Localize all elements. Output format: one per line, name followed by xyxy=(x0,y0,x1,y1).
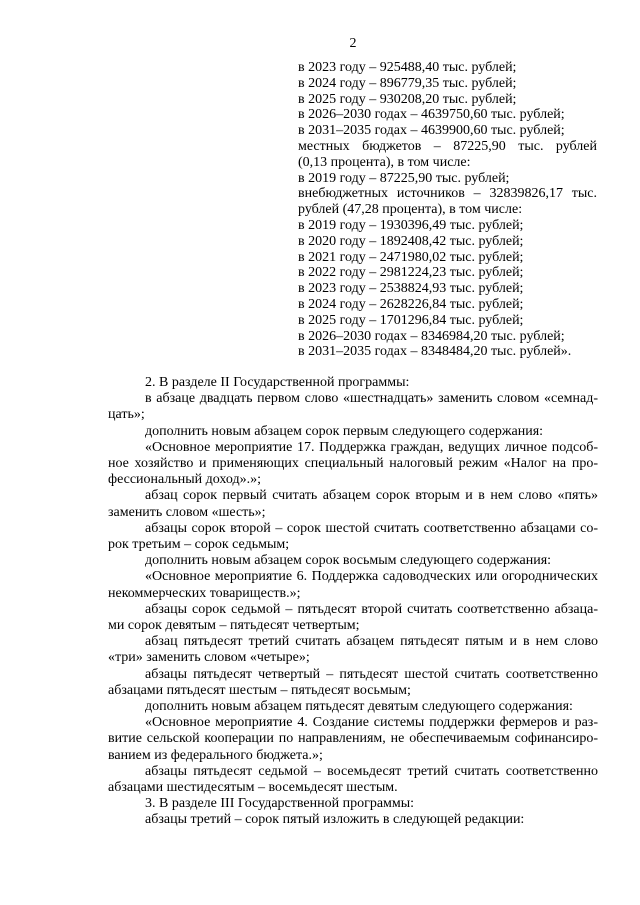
paragraph xyxy=(298,313,597,329)
text-line: (0,13 процента), в том числе: xyxy=(298,154,471,170)
page-number: 2 xyxy=(349,36,357,51)
paragraph xyxy=(108,764,598,796)
text-line: в 2024 году – 2628226,84 тыс. рублей; xyxy=(298,296,524,312)
text-line: в 2023 году – 925488,40 тыс. рублей; xyxy=(298,60,517,75)
text-line: абзацы третий – сорок пятый изложить в следующей редакции: xyxy=(145,812,525,828)
text-line: в 2019 году – 1930396,49 тыс. рублей; xyxy=(298,217,524,233)
text-line: в 2021 году – 2471980,02 тыс. рублей; xyxy=(298,249,524,265)
paragraph xyxy=(298,250,597,266)
paragraph xyxy=(108,553,598,569)
text-line: в 2026–2030 годах – 8346984,20 тыс. рублей; xyxy=(298,328,565,344)
paragraph xyxy=(108,424,598,440)
text-line: цать»; xyxy=(108,407,145,423)
text-line: некоммерческих товариществ.»; xyxy=(108,585,301,601)
text-line: абзацы пятьдесят четвертый – пятьдесят шестой считать соответственно xyxy=(145,666,598,682)
text-line: ми сорок девятым – пятьдесят четвертым; xyxy=(108,618,360,634)
text-line: в 2019 году – 87225,90 тыс. рублей; xyxy=(298,170,510,186)
paragraph xyxy=(298,107,597,123)
text-line: абзац сорок первый считать абзацем сорок вторым и в нем слово «пять» xyxy=(145,488,598,504)
paragraph xyxy=(298,218,597,234)
paragraph xyxy=(108,602,598,634)
text-line: абзацы сорок седьмой – пятьдесят второй считать соответственно абзаца- xyxy=(145,601,598,617)
text-line: абзацами пятьдесят шестым – пятьдесят восьмым; xyxy=(108,682,411,698)
paragraph xyxy=(108,699,598,715)
text-line: заменить словом «шесть»; xyxy=(108,504,266,520)
text-line: 3. В разделе III Государственной программы: xyxy=(145,796,415,812)
text-line: абзац пятьдесят третий считать абзацем пятьдесят пятым и в нем слово xyxy=(145,634,598,650)
text-line: в 2024 году – 896779,35 тыс. рублей; xyxy=(298,75,517,91)
paragraph xyxy=(108,488,598,520)
funding-breakdown-list xyxy=(298,60,597,360)
paragraph xyxy=(108,812,598,828)
text-line: абзацы сорок второй – сорок шестой считать соответственно абзацами со- xyxy=(145,520,598,536)
text-line: абзацы пятьдесят седьмой – восемьдесят третий считать соответственно xyxy=(145,763,598,779)
text-line: в 2026–2030 годах – 4639750,60 тыс. рублей; xyxy=(298,107,565,123)
text-line: витие сельской кооперации по направлениям, не обеспечиваемым софинансиро- xyxy=(108,731,598,747)
paragraph xyxy=(298,123,597,139)
paragraph xyxy=(298,186,597,218)
paragraph xyxy=(108,391,598,423)
text-line: в 2020 году – 1892408,42 тыс. рублей; xyxy=(298,233,524,249)
paragraph xyxy=(108,796,598,812)
text-line: в 2025 году – 1701296,84 тыс. рублей; xyxy=(298,312,524,328)
text-line: внебюджетных источников – 32839826,17 тыс. xyxy=(298,186,597,202)
text-line: местных бюджетов – 87225,90 тыс. рублей xyxy=(298,138,597,154)
paragraph xyxy=(298,344,597,360)
text-line: дополнить новым абзацем сорок восьмым следующего содержания: xyxy=(145,553,552,569)
paragraph xyxy=(298,139,597,171)
text-line: в 2025 году – 930208,20 тыс. рублей; xyxy=(298,91,517,107)
paragraph xyxy=(298,265,597,281)
text-line: фессиональный доход».»; xyxy=(108,472,261,488)
text-line: дополнить новым абзацем пятьдесят девятым следующего содержания: xyxy=(145,699,573,715)
text-line: 2. В разделе II Государственной программы: xyxy=(145,375,410,390)
paragraph xyxy=(108,569,598,601)
paragraph xyxy=(298,234,597,250)
text-line: в 2023 году – 2538824,93 тыс. рублей; xyxy=(298,281,524,297)
paragraph xyxy=(108,667,598,699)
paragraph xyxy=(298,171,597,187)
text-line: дополнить новым абзацем сорок первым следующего содержания: xyxy=(145,423,544,439)
text-line: «Основное мероприятие 17. Поддержка граждан, ведущих личное подсоб- xyxy=(145,439,598,455)
text-line: рок третьим – сорок седьмым; xyxy=(108,537,290,553)
paragraph xyxy=(108,521,598,553)
text-line: в абзаце двадцать первом слово «шестнадцать» заменить словом «семнад- xyxy=(145,391,598,407)
paragraph xyxy=(298,60,597,76)
text-line: в 2022 году – 2981224,23 тыс. рублей; xyxy=(298,265,524,281)
amendments-text xyxy=(108,375,598,829)
text-line: «три» заменить словом «четыре»; xyxy=(108,650,310,666)
paragraph xyxy=(108,375,598,391)
text-line: в 2031–2035 годах – 4639900,60 тыс. рублей; xyxy=(298,123,565,139)
text-line: абзацами шестидесятым – восемьдесят шестым. xyxy=(108,780,398,796)
text-line: «Основное мероприятие 6. Поддержка садоводческих или огороднических xyxy=(145,569,598,585)
text-line: ное хозяйство и применяющих специальный налоговый режим «Налог на про- xyxy=(108,456,598,472)
paragraph xyxy=(298,281,597,297)
paragraph xyxy=(298,329,597,345)
paragraph xyxy=(108,440,598,489)
text-line: в 2031–2035 годах – 8348484,20 тыс. рублей». xyxy=(298,344,572,360)
paragraph xyxy=(298,297,597,313)
paragraph xyxy=(298,92,597,108)
paragraph xyxy=(108,634,598,666)
paragraph xyxy=(298,76,597,92)
text-line: ванием из федерального бюджета.»; xyxy=(108,747,323,763)
paragraph xyxy=(108,715,598,764)
text-line: рублей (47,28 процента), в том числе: xyxy=(298,202,523,218)
text-line: «Основное мероприятие 4. Создание системы поддержки фермеров и раз- xyxy=(145,715,598,731)
